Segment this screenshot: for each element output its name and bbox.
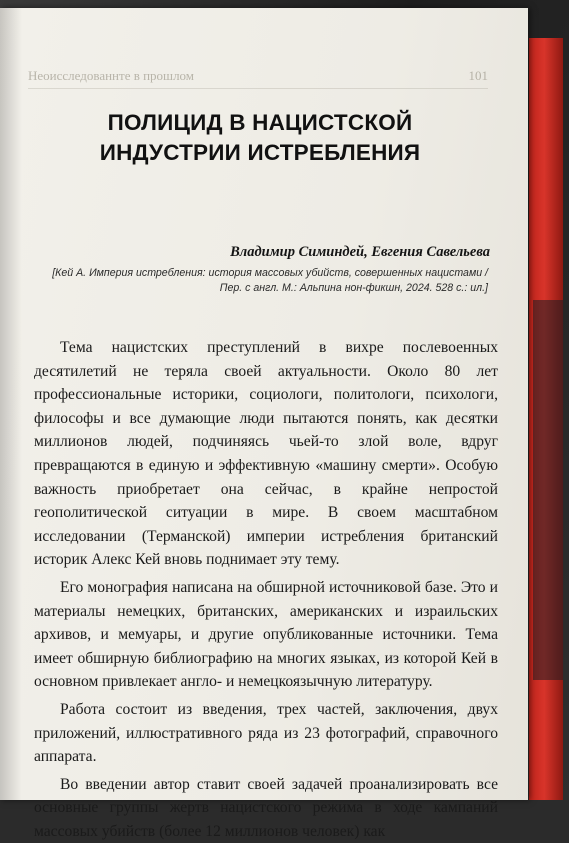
paragraph: Работа состоит из введения, трех частей, заключения, двух приложений, иллюстративного ряда из 23 фотографий, справочного аппарата. <box>34 700 498 766</box>
article-authors: Владимир Симиндей, Евгения Савельева <box>230 244 490 260</box>
paragraph: Его монография написана на обширной источниковой базе. Это и материалы немецких, британских, американских и израильских архивов, и мемуары, и другие опубликованные источники. Тема имеет обширную библиографию на многих языках, из которой Кей в основном привлекает англо- и немецкоязычную литературу. <box>34 578 498 691</box>
bleed-through-header <box>28 68 488 89</box>
bleed-through-header-text: Неоисследованнте в прошлом <box>28 68 195 83</box>
book-page <box>0 8 528 840</box>
paragraph: Тема нацистских преступлений в вихре послевоенных десятилетий не теряла своей актуальности. Около 80 лет профессиональные историки, социологи, политологи, психологи, философы и все думающие люди пытаются понять, как десятки миллионов людей, подчиняясь чьей-то злой воле, вдруг превращаются в единую и эффективную «машину смерти». Особую важность приобретает она сейчас, в крайне непростой геополитической ситуации в мире. В своем масштабном исследовании (Терманской) империи истребления британский историк Алекс Кей вновь поднимает эту тему. <box>34 339 498 569</box>
book-citation: [Кей А. Империя истребления: история массовых убийств, совершенных нацистами / Пер. с англ. М.: Альпина нон-фикшн, 2024. 528 с.: ил.] <box>52 267 488 294</box>
paragraph: Во введении автор ставит своей задачей проанализировать все основные группы жертв нацистского режима в ходе кампаний массовых убийств (более 12 миллионов человек) как <box>34 775 498 840</box>
article-body <box>34 336 498 843</box>
article-title: ПОЛИЦИД В НАЦИСТСКОЙ ИНДУСТРИИ ИСТРЕБЛЕНИЯ <box>99 110 421 165</box>
page-gutter-shadow <box>0 8 22 800</box>
bleed-through-page-number: 101 <box>468 68 488 83</box>
book-cover-shadow <box>533 300 563 680</box>
